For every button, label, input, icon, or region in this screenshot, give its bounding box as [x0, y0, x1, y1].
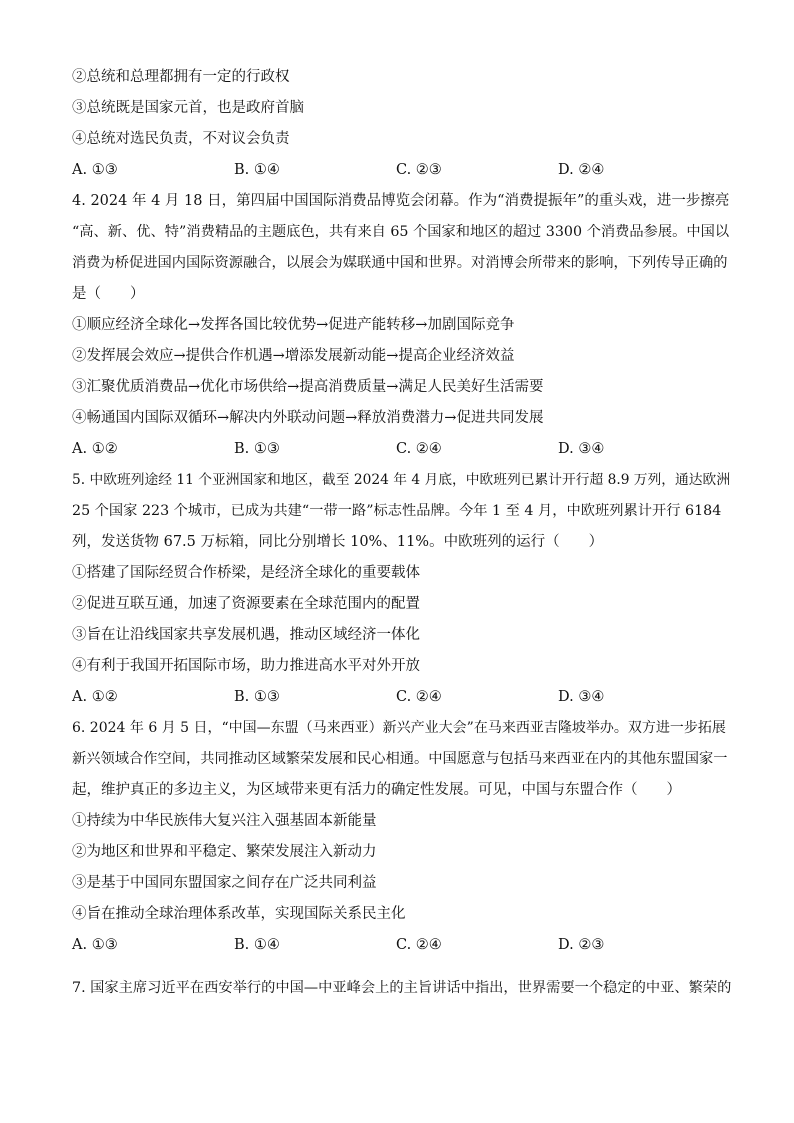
q3-option-c: C. ②③ [396, 162, 442, 178]
question-3-tail [72, 62, 732, 186]
q7-stem-line: 7. 国家主席习近平在西安举行的中国—中亚峰会上的主旨讲话中指出，世界需要一个稳定的中亚、繁荣的 [72, 980, 732, 996]
q4-item-4: ④畅通国内国际双循环→解决内外联动问题→释放消费潜力→促进共同发展 [72, 410, 544, 426]
q6-option-c: C. ②④ [396, 937, 442, 953]
q4-option-d: D. ③④ [558, 441, 605, 457]
q6-stem-line: 起，维护真正的多边主义，为区域带来更有活力的确定性发展。可见，中国与东盟合作（ ） [72, 782, 681, 798]
q5-option-a: A. ①② [72, 689, 118, 705]
q5-item-4: ④有利于我国开拓国际市场，助力推进高水平对外开放 [72, 658, 420, 674]
q4-item-1: ①顺应经济全球化→发挥各国比较优势→促进产能转移→加剧国际竞争 [72, 317, 515, 333]
q5-option-c: C. ②④ [396, 689, 442, 705]
q6-option-a: A. ①③ [72, 937, 118, 953]
question-5 [72, 465, 732, 713]
q5-item-1: ①搭建了国际经贸合作桥梁，是经济全球化的重要载体 [72, 565, 420, 581]
q6-item-2: ②为地区和世界和平稳定、繁荣发展注入新动力 [72, 844, 377, 860]
q5-item-2: ②促进互联互通，加速了资源要素在全球范围内的配置 [72, 596, 420, 612]
q5-stem-line: 列，发送货物 67.5 万标箱，同比分别增长 10%、11%。中欧班列的运行（ ） [72, 534, 604, 550]
q4-option-b: B. ①③ [234, 441, 280, 457]
exam-page [72, 62, 732, 1004]
q6-option-b: B. ①④ [234, 937, 280, 953]
q6-stem-line: 新兴领域合作空间，共同推动区域繁荣发展和民心相通。中国愿意与包括马来西亚在内的其他东盟国家一 [72, 751, 728, 767]
q4-option-a: A. ①② [72, 441, 118, 457]
q3-option-a: A. ①③ [72, 162, 118, 178]
question-4 [72, 186, 732, 465]
q4-option-c: C. ②④ [396, 441, 442, 457]
q4-options [72, 434, 732, 465]
q5-options [72, 682, 732, 713]
q5-stem-line: 25 个国家 223 个城市，已成为共建“一带一路”标志性品牌。今年 1 至 4 月，中欧班列累计开行 6184 [72, 503, 722, 519]
q4-stem-line: 4. 2024 年 4 月 18 日，第四届中国国际消费品博览会闭幕。作为“消费提振年”的重头戏，进一步擦亮 [72, 193, 730, 209]
q3-item-2: ②总统和总理都拥有一定的行政权 [72, 69, 290, 85]
q6-options [72, 930, 732, 961]
q4-stem-line: 消费为桥促进国内国际资源融合，以展会为媒联通中国和世界。对消博会所带来的影响，下列传导正确的 [72, 255, 728, 271]
q4-item-3: ③汇聚优质消费品→优化市场供给→提高消费质量→满足人民美好生活需要 [72, 379, 544, 395]
q4-stem-line: 是（ ） [72, 286, 145, 302]
q3-item-4: ④总统对选民负责，不对议会负责 [72, 131, 290, 147]
q5-option-d: D. ③④ [558, 689, 605, 705]
q6-item-4: ④旨在推动全球治理体系改革，实现国际关系民主化 [72, 906, 406, 922]
q6-item-3: ③是基于中国同东盟国家之间存在广泛共同利益 [72, 875, 377, 891]
q5-option-b: B. ①③ [234, 689, 280, 705]
q6-item-1: ①持续为中华民族伟大复兴注入强基固本新能量 [72, 813, 377, 829]
q3-option-b: B. ①④ [234, 162, 280, 178]
q3-item-3: ③总统既是国家元首，也是政府首脑 [72, 100, 304, 116]
q4-item-2: ②发挥展会效应→提供合作机遇→增添发展新动能→提高企业经济效益 [72, 348, 515, 364]
q6-option-d: D. ②③ [558, 937, 605, 953]
q3-options [72, 155, 732, 186]
question-7 [72, 973, 732, 1004]
question-6 [72, 713, 732, 961]
q3-option-d: D. ②④ [558, 162, 605, 178]
q5-stem-line: 5. 中欧班列途经 11 个亚洲国家和地区，截至 2024 年 4 月底，中欧班列已累计开行超 8.9 万列，通达欧洲 [72, 472, 731, 488]
q5-item-3: ③旨在让沿线国家共享发展机遇，推动区域经济一体化 [72, 627, 420, 643]
q6-stem-line: 6. 2024 年 6 月 5 日，“中国—东盟（马来西亚）新兴产业大会”在马来西亚吉隆坡举办。双方进一步拓展 [72, 720, 726, 736]
q4-stem-line: “高、新、优、特”消费精品的主题底色，共有来自 65 个国家和地区的超过 3300 个消费品参展。中国以 [72, 224, 730, 240]
